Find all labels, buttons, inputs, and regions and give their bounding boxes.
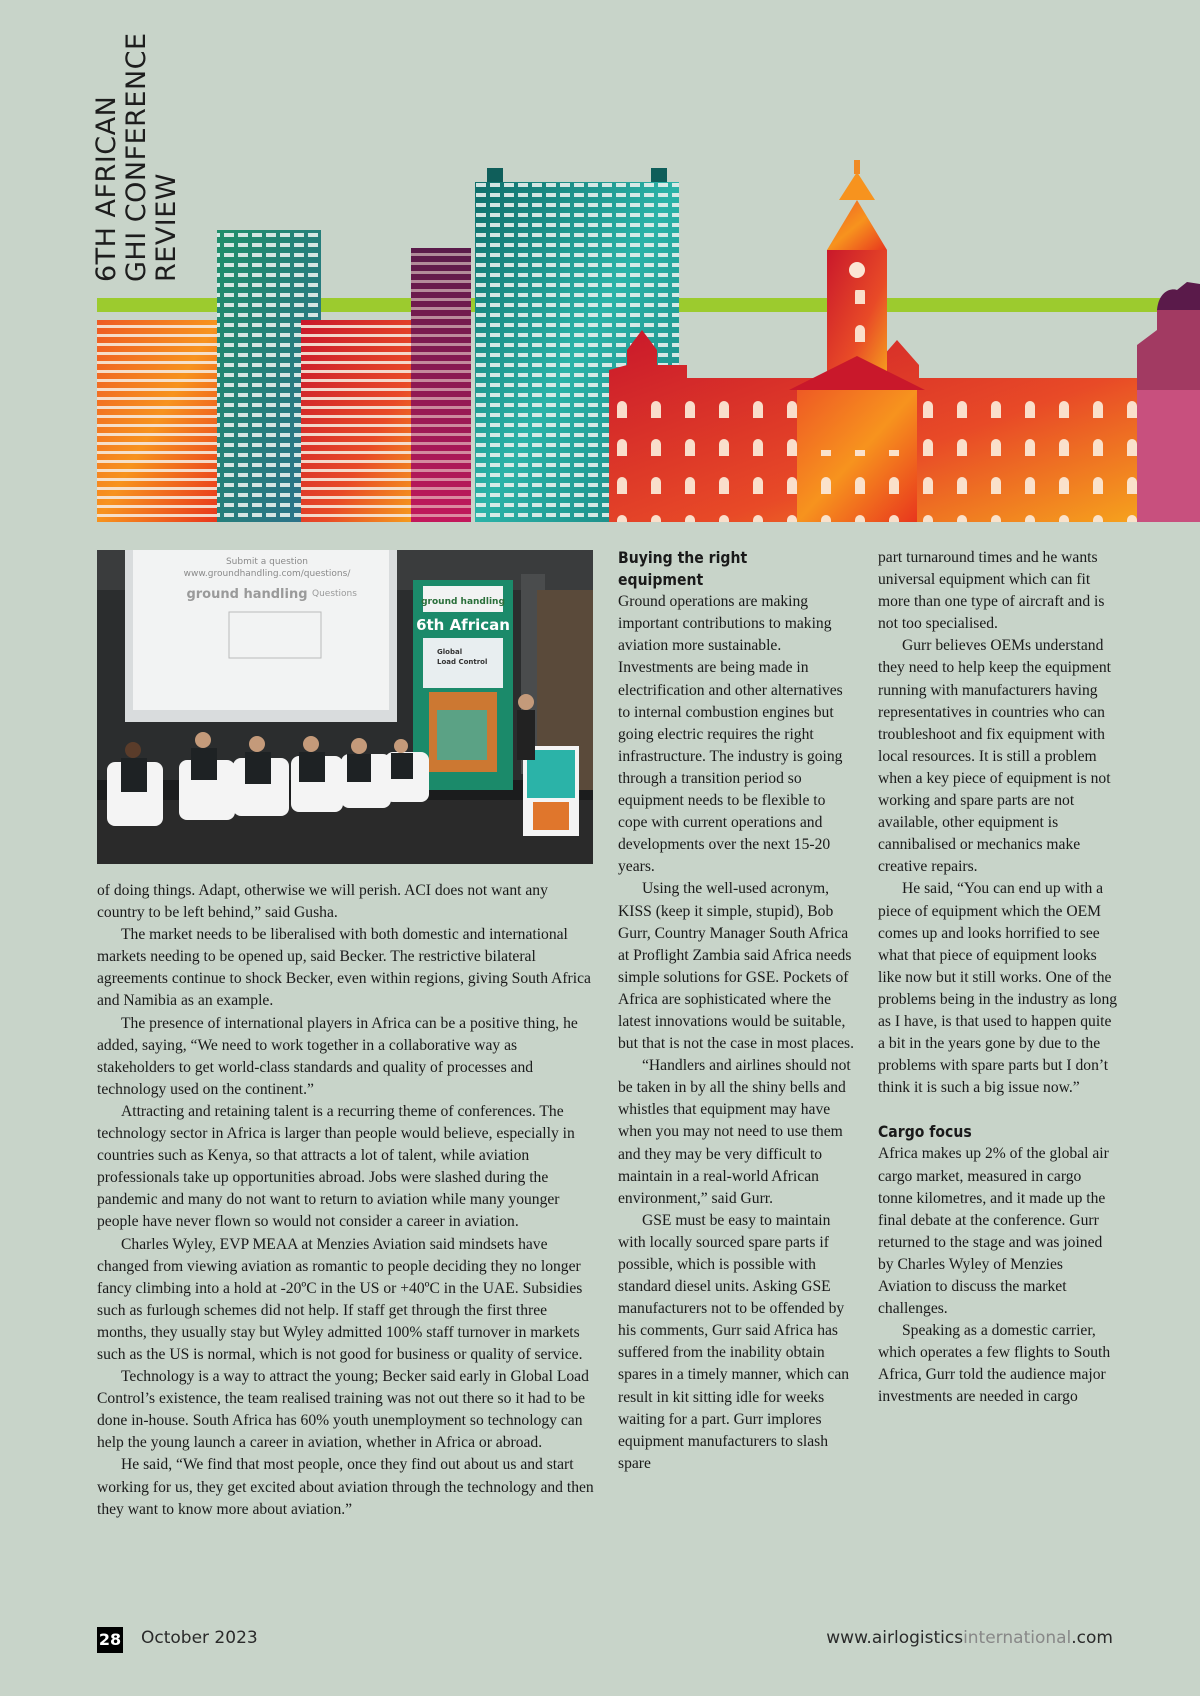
screen-text: Questions — [312, 589, 357, 599]
paragraph: Attracting and retaining talent is a recurring theme of conferences. The technology sector in Africa is larger than people would believe, especially in countries such as Kenya, so that attracts a lot of talent, while aviation professionals take up opportunities abroad. Jobs were slashed during the pandemic and many do not want to return to aviation while many younger people have never flown so would not consider a career in aviation. — [97, 1102, 575, 1231]
subheading: Buying the right equipment — [618, 549, 748, 590]
paragraph: GSE must be easy to maintain with locally sourced spare parts if possible, which is possible with standard diesel units. Asking GSE manufacturers not to be offended by his comments, Gurr said Africa has suffered from the inability obtain spares in a timely manner, which can result in kit sitting idle for weeks waiting for a part. Gurr implores equipment manufacturers to slash spare — [618, 1211, 850, 1472]
paragraph: Charles Wyley, EVP MEAA at Menzies Aviation said mindsets have changed from viewing aviation as romantic to people deciding they no longer fancy climbing into a hold at -20ºC in the US or +40ºC in the UAE. Subsidies such as furlough schemes did not help. If staff get through the first three months, they usually stay but Wyley admitted 100% staff turnover in markets such as the US is normal, which is not good for business or quality of service. — [97, 1235, 583, 1363]
url-middle: international — [963, 1628, 1072, 1648]
paragraph: part turnaround times and he wants universal equipment which can fit more than one type of aircraft and is not too specialised. — [878, 549, 1105, 633]
website-link[interactable] — [826, 1628, 1113, 1648]
screen-text: Submit a question — [225, 557, 309, 567]
paragraph: Using the well-used acronym, KISS (keep it simple, stupid), Bob Gurr, Country Manager South Africa at Proflight Zambia said Africa needs simple solutions for GSE. Pockets of Africa are sophisticated where the latest innovations would be suitable, but that is not the case in most places. — [618, 880, 855, 1053]
paragraph: The presence of international players in Africa can be a positive thing, he added, saying, “We need to work together in a collaborative way as stakeholders to get world-class standards and quality of processes and technology used on the continent.” — [97, 1014, 578, 1098]
subheading: Cargo focus — [878, 1123, 972, 1142]
paragraph: Ground operations are making important contributions to making aviation more sustainable. Investments are being made in electrification and other alternatives to internal combustion engines but going electric requires the right infrastructure. The industry is going through a transition period so equipment needs to be flexible to cope with current operations and developments over the next 15-20 years. — [618, 593, 843, 876]
screen-text: www.groundhandling.com/questions/ — [183, 569, 351, 579]
screen-brand: ground handling — [186, 587, 308, 602]
url-suffix: .com — [1071, 1628, 1113, 1648]
banner-text: Load Control — [437, 658, 488, 666]
issue-date: October 2023 — [141, 1628, 258, 1648]
section-title-line: REVIEW — [151, 172, 182, 282]
page-number: 28 — [97, 1627, 123, 1653]
conference-photo — [97, 550, 593, 864]
banner-title: 6th African — [416, 616, 510, 634]
paragraph: The market needs to be liberalised with both domestic and international markets needing to be opened up, said Becker. The restrictive bilateral agreements continue to shock Becker, even within regions, giving South Africa and Namibia as an example. — [97, 926, 591, 1010]
paragraph: of doing things. Adapt, otherwise we will perish. ACI does not want any country to be left behind,” said Gusha. — [97, 882, 548, 922]
paragraph: “Handlers and airlines should not be taken in by all the shiny bells and whistles that equipment may have when you may not need to use them and they may be very difficult to maintain in a real-world African environment,” said Gurr. — [618, 1057, 851, 1207]
banner-brand: ground handling — [421, 597, 505, 607]
article-column-3 — [878, 547, 1118, 1409]
section-title-line: 6TH AFRICAN — [91, 95, 122, 282]
paragraph: He said, “You can end up with a piece of equipment which the OEM comes up and looks horrified to see what that piece of equipment looks like now but it still works. One of the problems being in the industry as long as I have, is that used to happen quite a bit in the years gone by due to the problems with spare parts but I don’t think it is such a big issue now.” — [878, 880, 1118, 1097]
url-prefix: www.airlogistics — [826, 1628, 964, 1648]
paragraph: He said, “We find that most people, once they find out about us and start working for us, they get excited about aviation through the technology and then they want to know more about aviation.” — [97, 1456, 594, 1518]
city-skyline-illustration — [97, 160, 1200, 522]
article-column-2 — [618, 547, 858, 1475]
section-title-line: GHI CONFERENCE — [121, 32, 152, 282]
article-column-1 — [97, 880, 597, 1521]
paragraph: Speaking as a domestic carrier, which operates a few flights to South Africa, Gurr told the audience major investments are needed in cargo — [878, 1322, 1111, 1406]
banner-text: Global — [437, 648, 463, 656]
paragraph: Technology is a way to attract the young; Becker said early in Global Load Control’s existence, the team realised training was not out there so it had to be done in-house. South Africa has 60% youth unemployment so technology can help the young launch a career in aviation, whether in Africa or abroad. — [97, 1368, 589, 1452]
paragraph: Gurr believes OEMs understand they need to help keep the equipment running with manufacturers having representatives in countries who can troubleshoot and fix equipment with local resources. It is still a problem when a key piece of equipment is not working and spare parts are not available, other equipment is cannibalised or mechanics make creative repairs. — [878, 637, 1111, 876]
page-footer — [97, 1627, 1113, 1653]
paragraph: Africa makes up 2% of the global air cargo market, measured in cargo tonne kilometres, and it made up the final debate at the conference. Gurr returned to the stage and was joined by Charles Wyley of Menzies Aviation to discuss the market challenges. — [878, 1145, 1109, 1318]
